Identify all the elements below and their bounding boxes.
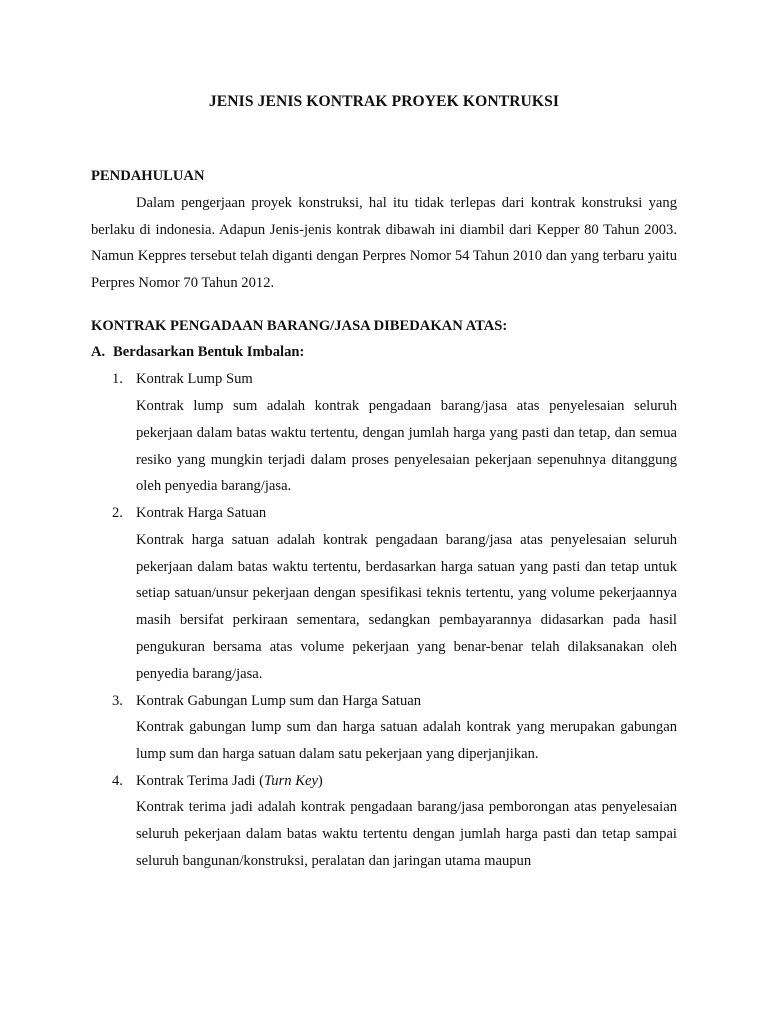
item-title	[112, 768, 677, 795]
item-title	[112, 688, 677, 715]
subsection-letter: A.	[91, 344, 106, 361]
item-description: Kontrak harga satuan adalah kontrak pengadaan barang/jasa atas penyelesaian seluruh pekerjaan dalam batas waktu tertentu, berdasarkan harga satuan yang pasti dan tetap untuk setiap satuan/unsur pekerjaan dengan spesifikasi teknis tertentu, yang volume pekerjaannya masih bersifat perkiraan sementara, sedangkan pembayarannya didasarkan pada hasil pengukuran bersama atas volume pekerjaan yang benar-benar telah dilaksanakan oleh penyedia barang/jasa.	[136, 531, 677, 682]
item-title	[112, 366, 677, 393]
item-number: 3.	[112, 692, 123, 709]
item-title-italic: Turn Key	[264, 772, 318, 789]
item-title	[112, 500, 677, 527]
item-description: Kontrak lump sum adalah kontrak pengadaan barang/jasa atas penyelesaian seluruh pekerjaan dalam batas waktu tertentu, dengan jumlah harga yang pasti dan tetap, dan semua resiko yang mungkin terjadi dalam proses penyelesaian pekerjaan sepenuhnya ditanggung oleh penyedia barang/jasa.	[136, 397, 677, 495]
item-title-text: Kontrak Terima Jadi (	[136, 772, 264, 789]
section-heading: KONTRAK PENGADAAN BARANG/JASA DIBEDAKAN ATAS:	[91, 318, 508, 335]
document-body	[91, 165, 677, 875]
item-title-suffix: )	[317, 772, 323, 789]
item-title-text: Kontrak Lump Sum	[136, 371, 253, 388]
item-title-text: Kontrak Harga Satuan	[136, 505, 267, 522]
list-item	[112, 768, 677, 875]
spacer	[91, 296, 677, 314]
list-item	[112, 688, 677, 768]
list-item	[112, 366, 677, 500]
item-description: Kontrak terima jadi adalah kontrak pengadaan barang/jasa pemborongan atas penyelesaian seluruh pekerjaan dalam batas waktu tertentu dengan jumlah harga pasti dan tetap sampai seluruh bangunan/konstruksi, peralatan dan jaringan utama maupun	[136, 799, 677, 869]
item-number: 4.	[112, 772, 123, 789]
item-description: Kontrak gabungan lump sum dan harga satuan adalah kontrak yang merupakan gabungan lump sum dan harga satuan dalam satu pekerjaan yang diperjanjikan.	[136, 719, 677, 762]
intro-paragraph: Dalam pengerjaan proyek konstruksi, hal itu tidak terlepas dari kontrak konstruksi yang berlaku di indonesia. Adapun Jenis-jenis kontrak dibawah ini diambil dari Kepper 80 Tahun 2003. Namun Keppres tersebut telah diganti dengan Perpres Nomor 54 Tahun 2010 dan yang terbaru yaitu Perpres Nomor 70 Tahun 2012.	[91, 195, 677, 291]
document-title: JENIS JENIS KONTRAK PROYEK KONTRUKSI	[208, 93, 560, 110]
intro-heading: PENDAHULUAN	[91, 168, 205, 184]
subsection-title: Berdasarkan Bentuk Imbalan:	[113, 344, 305, 361]
item-title-text: Kontrak Gabungan Lump sum dan Harga Satuan	[136, 692, 422, 709]
subsection-heading	[91, 338, 677, 366]
item-number: 2.	[112, 505, 123, 522]
item-number: 1.	[112, 371, 123, 388]
list-item	[112, 500, 677, 687]
